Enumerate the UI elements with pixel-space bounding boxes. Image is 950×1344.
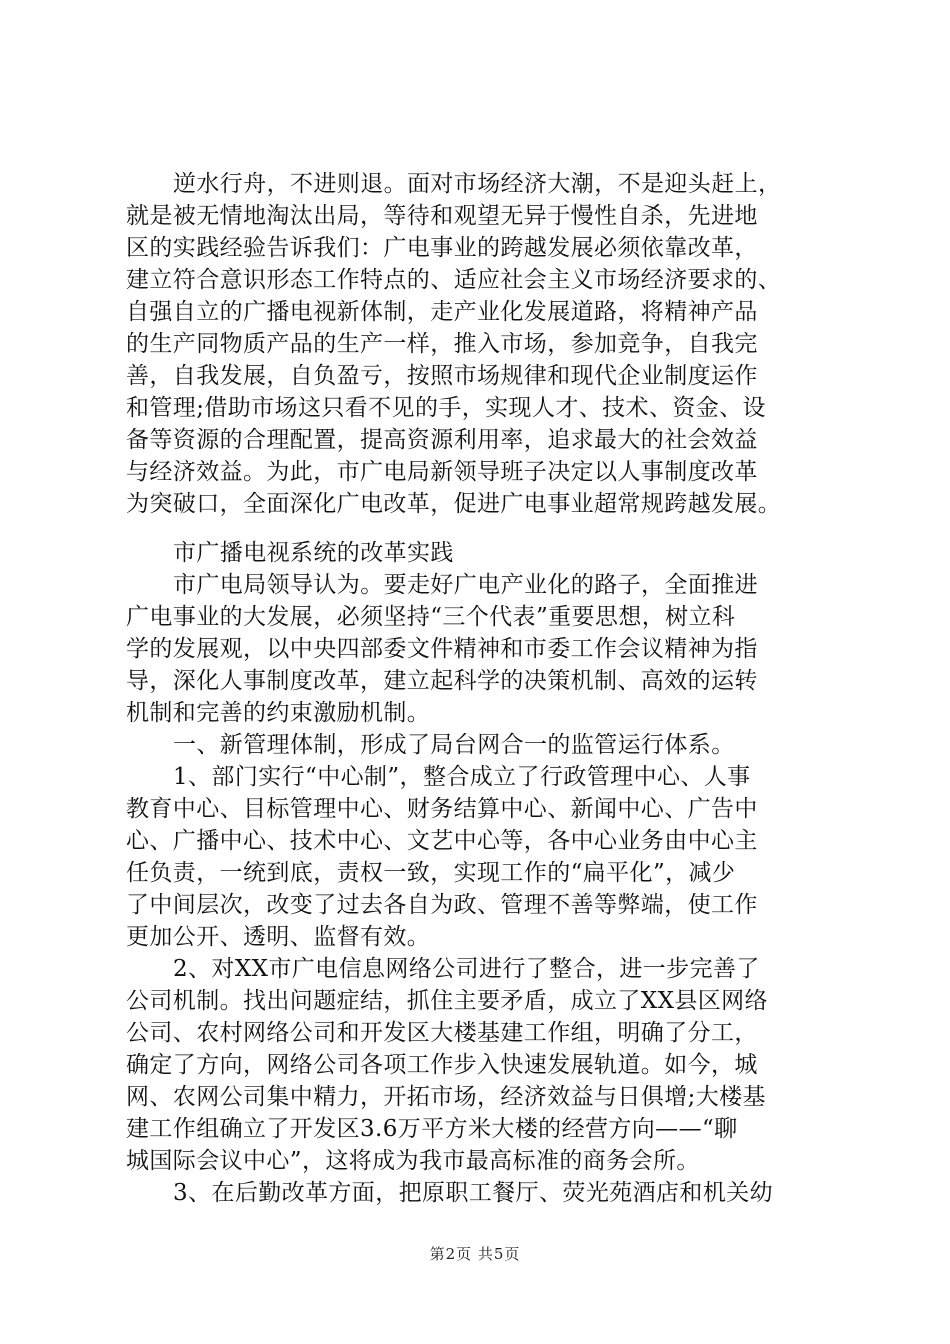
text-line: 一、新管理体制，形成了局台网合一的监管运行体系。 xyxy=(173,732,735,758)
text-line: 更加公开、透明、监督有效。 xyxy=(126,924,431,950)
text-line: 逆水行舟，不进则退。面对市场经济大潮，不是迎头赶上， xyxy=(173,171,782,197)
text-line: 广电事业的大发展，必须坚持“三个代表”重要思想，树立科 xyxy=(126,604,736,630)
text-line: 自强自立的广播电视新体制，走产业化发展道路，将精神产品 xyxy=(126,299,758,325)
text-line: 市广电局领导认为。要走好广电产业化的路子，全面推进 xyxy=(173,572,758,598)
text-line: 与经济效益。为此，市广电局新领导班子决定以人事制度改革 xyxy=(126,459,758,485)
text-line: 学的发展观，以中央四部委文件精神和市委工作会议精神为指 xyxy=(126,636,758,662)
text-line: 任负责，一统到底，责权一致，实现工作的“扁平化”，减少 xyxy=(126,860,736,886)
text-line: 善，自我发展，自负盈亏，按照市场规律和现代企业制度运作 xyxy=(126,363,758,389)
page-number-footer: 第2页 共5页 xyxy=(429,1245,521,1263)
text-line: 教育中心、目标管理中心、财务结算中心、新闻中心、广告中 xyxy=(126,796,758,822)
text-line: 和管理;借助市场这只看不见的手，实现人才、技术、资金、设 xyxy=(126,395,766,421)
text-line: 导，深化人事制度改革，建立起科学的决策机制、高效的运转 xyxy=(126,668,758,694)
text-line: 了中间层次，改变了过去各自为政、管理不善等弊端，使工作 xyxy=(126,892,758,918)
text-line: 网、农网公司集中精力，开拓市场，经济效益与日俱增;大楼基 xyxy=(126,1084,766,1110)
text-line: 为突破口，全面深化广电改革，促进广电事业超常规跨越发展。 xyxy=(126,491,782,517)
text-line: 建工作组确立了开发区3.6万平方米大楼的经营方向——“聊 xyxy=(126,1116,738,1142)
text-line: 2、对XX市广电信息网络公司进行了整合，进一步完善了 xyxy=(173,956,760,982)
text-line: 心、广播中心、技术中心、文艺中心等，各中心业务由中心主 xyxy=(126,828,758,854)
text-line: 城国际会议中心”，这将成为我市最高标准的商务会所。 xyxy=(126,1148,700,1174)
body-text-block-2 xyxy=(126,537,826,1209)
text-line: 3、在后勤改革方面，把原职工餐厅、荧光苑酒店和机关幼 xyxy=(173,1180,774,1206)
text-line: 就是被无情地淘汰出局，等待和观望无异于慢性自杀，先进地 xyxy=(126,203,758,229)
text-line: 机制和完善的约束激励机制。 xyxy=(126,700,431,726)
text-line: 确定了方向，网络公司各项工作步入快速发展轨道。如今，城 xyxy=(126,1052,758,1078)
text-line: 备等资源的合理配置，提高资源利用率，追求最大的社会效益 xyxy=(126,427,758,453)
text-line: 区的实践经验告诉我们：广电事业的跨越发展必须依靠改革， xyxy=(126,235,758,261)
text-line: 的生产同物质产品的生产一样，推入市场，参加竞争，自我完 xyxy=(126,331,758,357)
text-line: 建立符合意识形态工作特点的、适应社会主义市场经济要求的、 xyxy=(126,267,782,293)
text-line: 公司机制。找出问题症结，抓住主要矛盾，成立了XX县区网络 xyxy=(126,988,768,1014)
body-text-block-1 xyxy=(126,168,826,520)
text-line: 1、部门实行“中心制”，整合成立了行政管理中心、人事 xyxy=(173,764,751,790)
section-heading: 市广播电视系统的改革实践 xyxy=(173,540,454,566)
text-line: 公司、农村网络公司和开发区大楼基建工作组，明确了分工， xyxy=(126,1020,758,1046)
